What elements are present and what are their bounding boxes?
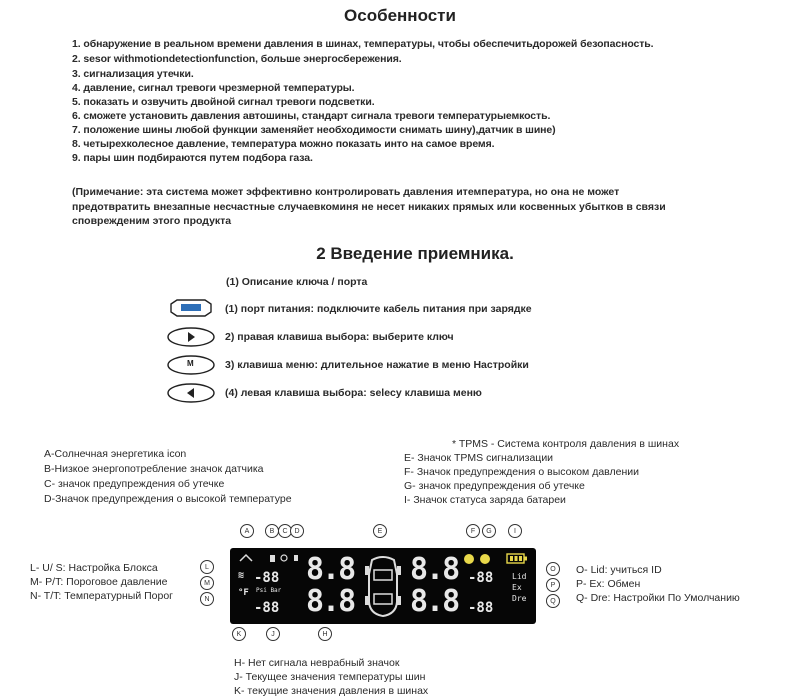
- m-key-label: M: [187, 359, 194, 368]
- callout-j: J: [266, 627, 280, 641]
- key-row-right: [165, 324, 454, 350]
- legend-item: I- Значок статуса заряда батареи: [404, 494, 566, 506]
- lcd-display: [230, 548, 536, 624]
- callout-g: G: [482, 524, 496, 538]
- left-arrow-key-icon: [165, 382, 217, 404]
- callout-k: K: [232, 627, 246, 641]
- callout-i: I: [508, 524, 522, 538]
- small-digits-tr: -88: [468, 570, 494, 586]
- feature-item: 4. давление, сигнал тревоги чрезмерной температуры.: [72, 82, 355, 94]
- m-menu-key-icon: [165, 354, 217, 376]
- lcd-label-lid: Lid: [512, 572, 527, 581]
- car-icon: [364, 554, 402, 618]
- section-title: 2 Введение приемника.: [316, 244, 514, 263]
- feature-item: 5. показать и озвучить двойной сигнал тревоги подсветки.: [72, 96, 375, 108]
- legend-item: A-Солнечная энергетика icon: [44, 448, 187, 460]
- callout-p: P: [546, 578, 560, 592]
- feature-item: 6. сможете установить давления автошины, стандарт сигнала тревоги температурыемкость.: [72, 110, 551, 122]
- big-digits-fr: 8.8: [410, 552, 459, 587]
- legend-item: * TPMS - Система контроля давления в шинах: [452, 438, 680, 450]
- power-port-icon: [165, 298, 217, 320]
- callout-c: C: [278, 524, 292, 538]
- legend-item: C- значок предупреждения об утечке: [44, 478, 225, 490]
- legend-item: F- Значок предупреждения о высоком давлении: [404, 466, 639, 478]
- callout-b: B: [265, 524, 279, 538]
- legend-item: Q- Dre: Настройки По Умолчанию: [576, 592, 740, 604]
- legend-item: M- P/T: Пороговое давление: [30, 576, 168, 588]
- callout-a: A: [240, 524, 254, 538]
- feature-item: 2. sesor withmotiondetectionfunction, больше энергосбережения.: [72, 53, 402, 65]
- legend-item: B-Низкое энергопотребление значок датчика: [44, 463, 264, 475]
- key-row-power: [165, 296, 532, 322]
- callout-f: F: [466, 524, 480, 538]
- keys-heading: (1) Описание ключа / порта: [226, 276, 368, 288]
- legend-item: J- Текущее значения температуры шин: [234, 671, 426, 683]
- page-title: Особенности: [344, 6, 456, 25]
- small-digits-bl: -88: [254, 600, 280, 616]
- callout-l: L: [200, 560, 214, 574]
- big-digits-fl: 8.8: [306, 552, 355, 587]
- callout-n: N: [200, 592, 214, 606]
- callout-h: H: [318, 627, 332, 641]
- feature-item: 9. пары шин подбираются путем подбора газа.: [72, 152, 313, 164]
- legend-item: O- Lid: учиться ID: [576, 564, 662, 576]
- key-description: (1) порт питания: подключите кабель питания при зарядке: [225, 303, 532, 315]
- legend-item: G- значок предупреждения об утечке: [404, 480, 585, 492]
- tire-temp-icon: °F: [238, 588, 249, 598]
- legend-item: K- текущие значения давления в шинах: [234, 685, 429, 697]
- big-digits-rr: 8.8: [410, 584, 459, 619]
- lcd-status-icons: [236, 552, 306, 564]
- high-pressure-warning-icon: [464, 554, 474, 564]
- legend-item: L- U/ S: Настройка Блокса: [30, 562, 158, 574]
- right-arrow-key-icon: [165, 326, 217, 348]
- note-line: предотвратить внезапные несчастные случаевкоминя не несет никаких прямых или косвенных убытков в связи: [72, 201, 666, 213]
- feature-item: 8. четырехколесное давление, температура можно показать инто на самое время.: [72, 138, 495, 150]
- wifi-icon: ≋: [238, 570, 245, 581]
- legend-item: D-Значок предупреждения о высокой температуре: [44, 493, 292, 505]
- legend-item: N- T/T: Температурный Порог: [30, 590, 174, 602]
- feature-item: 1. обнаружение в реальном времени давления в шинах, температуры, чтобы обеспечитьдорожей безопасность.: [72, 38, 654, 50]
- callout-o: O: [546, 562, 560, 576]
- key-description: 2) правая клавиша выбора: выберите ключ: [225, 331, 454, 343]
- note-line: (Примечание: эта система может эффективно контролировать давления итемпература, но она не может: [72, 186, 620, 198]
- battery-icon: [506, 553, 528, 564]
- unit-psi-bar: Psi Bar: [256, 587, 282, 594]
- legend-item: E- Значок TPMS сигнализации: [404, 452, 554, 464]
- note-line: споврежденим этого продукта: [72, 215, 232, 227]
- legend-item: H- Нет сигнала неврабный значок: [234, 657, 400, 669]
- callout-e: E: [373, 524, 387, 538]
- key-row-left: [165, 380, 482, 406]
- small-digits-br: -88: [468, 600, 494, 616]
- callout-q: Q: [546, 594, 560, 608]
- key-description: 3) клавиша меню: длительное нажатие в меню Настройки: [225, 359, 529, 371]
- big-digits-rl: 8.8: [306, 584, 355, 619]
- small-digits-tl: -88: [254, 570, 280, 586]
- feature-item: 7. положение шины любой функции заменяйет необходимости снимать шину),датчик в шине): [72, 124, 556, 136]
- legend-item: P- Ex: Обмен: [576, 578, 641, 590]
- callout-d: D: [290, 524, 304, 538]
- key-row-menu: [165, 352, 529, 378]
- feature-item: 3. сигнализация утечки.: [72, 68, 194, 80]
- lcd-label-ex: Ex: [512, 583, 522, 592]
- lcd-label-dre: Dre: [512, 594, 527, 603]
- leak-warning-icon: [480, 554, 490, 564]
- key-description: (4) левая клавиша выбора: selecy клавиша меню: [225, 387, 482, 399]
- callout-m: M: [200, 576, 214, 590]
